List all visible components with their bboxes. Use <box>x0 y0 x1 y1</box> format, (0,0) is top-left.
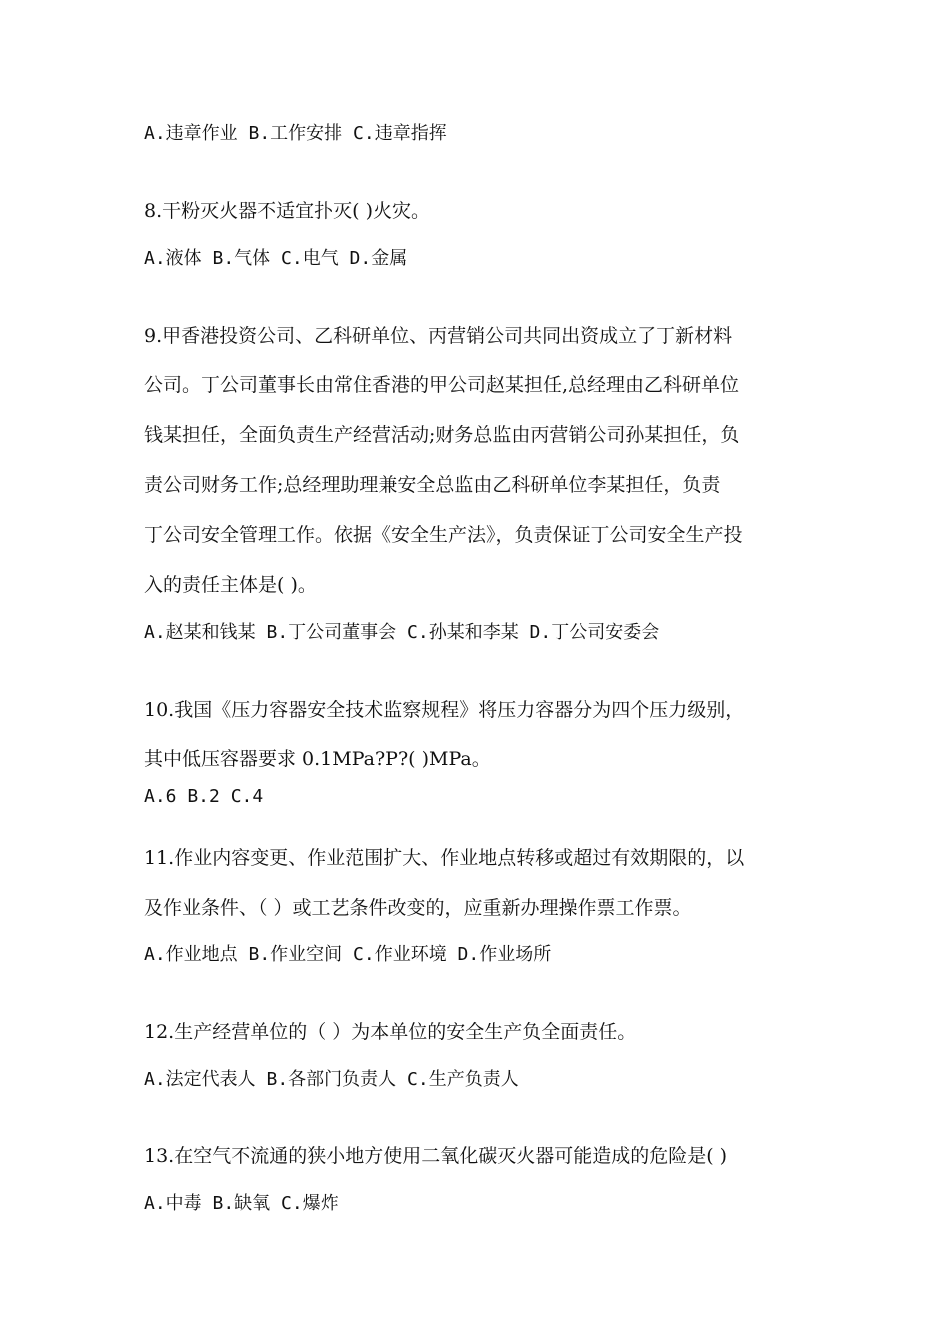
q11-question-line-2: 及作业条件、（ ）或工艺条件改变的，应重新办理操作票工作票。 <box>144 897 692 919</box>
q11-options: A.作业地点 B.作业空间 C.作业环境 D.作业场所 <box>144 944 552 965</box>
q9-question-line-6: 入的责任主体是( )。 <box>144 574 317 596</box>
q8-question: 8.干粉灭火器不适宜扑灭( )火灾。 <box>144 200 430 222</box>
q9-question-line-1: 9.甲香港投资公司、乙科研单位、丙营销公司共同出资成立了丁新材料 <box>144 325 733 347</box>
q9-question-line-3: 钱某担任，全面负责生产经营活动;财务总监由丙营销公司孙某担任，负 <box>144 424 740 446</box>
q9-question-line-4: 责公司财务工作;总经理助理兼安全总监由乙科研单位李某担任，负责 <box>144 474 721 496</box>
q9-question-line-5: 丁公司安全管理工作。依据《安全生产法》，负责保证丁公司安全生产投 <box>144 524 743 546</box>
q8-options: A.液体 B.气体 C.电气 D.金属 <box>144 248 408 269</box>
q12-question: 12.生产经营单位的（ ）为本单位的安全生产负全面责任。 <box>144 1021 637 1043</box>
q7-options: A.违章作业 B.工作安排 C.违章指挥 <box>144 123 447 144</box>
q13-options: A.中毒 B.缺氧 C.爆炸 <box>144 1193 339 1214</box>
q10-options: A.6 B.2 C.4 <box>144 786 264 807</box>
q9-question-line-2: 公司。丁公司董事长由常住香港的甲公司赵某担任,总经理由乙科研单位 <box>144 374 740 396</box>
q11-question-line-1: 11.作业内容变更、作业范围扩大、作业地点转移或超过有效期限的，以 <box>144 847 745 869</box>
q10-question-line-1: 10.我国《压力容器安全技术监察规程》将压力容器分为四个压力级别， <box>144 699 745 721</box>
q10-question-line-2: 其中低压容器要求 0.1MPa?P?( )MPa。 <box>144 748 491 770</box>
q12-options: A.法定代表人 B.各部门负责人 C.生产负责人 <box>144 1069 519 1090</box>
q13-question: 13.在空气不流通的狭小地方使用二氧化碳灭火器可能造成的危险是( ) <box>144 1145 728 1167</box>
q9-options: A.赵某和钱某 B.丁公司董事会 C.孙某和李某 D.丁公司安委会 <box>144 622 660 643</box>
